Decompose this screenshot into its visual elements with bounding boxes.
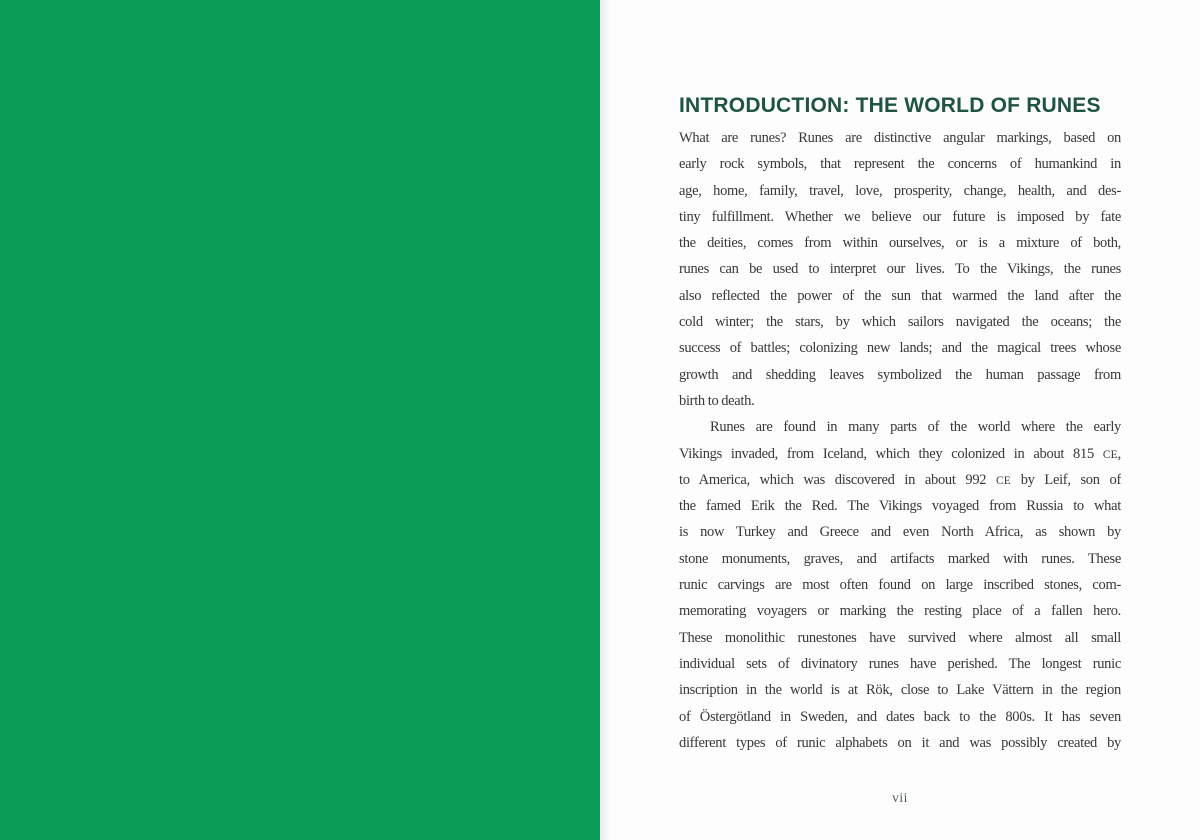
right-page	[600, 0, 1200, 840]
text-line: Vikings invaded, from Iceland, which they colonized in about 815 CE,	[679, 445, 1121, 462]
text-line: early rock symbols, that represent the concerns of humankind in	[679, 156, 1121, 173]
page-number: vii	[892, 790, 908, 805]
text-line: also reflected the power of the sun that warmed the land after the	[679, 287, 1121, 304]
text-line: success of battles; colonizing new lands; and the magical trees whose	[679, 340, 1121, 357]
text-line: runes can be used to interpret our lives. To the Vikings, the runes	[679, 261, 1121, 278]
text-line: inscription in the world is at Rök, close to Lake Vättern in the region	[679, 682, 1121, 699]
text-line: birth to death.	[679, 392, 755, 409]
body-text	[679, 125, 1121, 756]
text-line: These monolithic runestones have survived where almost all small	[679, 629, 1121, 646]
text-line: to America, which was discovered in about 992 CE by Leif, son of	[679, 471, 1121, 488]
page-gutter-shadow	[600, 0, 610, 840]
smallcaps-era-label: CE	[1102, 448, 1118, 461]
text-line: memorating voyagers or marking the resting place of a fallen hero.	[679, 603, 1121, 620]
text-line: the deities, comes from within ourselves, or is a mixture of both,	[679, 235, 1121, 252]
text-line: is now Turkey and Greece and even North Africa, as shown by	[679, 524, 1121, 541]
smallcaps-era-label: CE	[996, 474, 1011, 487]
chapter-title: INTRODUCTION: THE WORLD OF RUNES	[679, 94, 1101, 117]
text-line: Runes are found in many parts of the world where the early	[710, 419, 1121, 436]
text-line: different types of runic alphabets on it and was possibly created by	[679, 734, 1121, 751]
text-line: growth and shedding leaves symbolized the human passage from	[679, 366, 1121, 383]
text-line: runic carvings are most often found on large inscribed stones, com-	[679, 577, 1121, 594]
page-content	[679, 93, 1121, 756]
text-line: tiny fulfillment. Whether we believe our future is imposed by fate	[679, 208, 1121, 225]
text-line: age, home, family, travel, love, prosperity, change, health, and des-	[679, 182, 1121, 199]
text-line: individual sets of divinatory runes have perished. The longest runic	[679, 655, 1121, 672]
text-line: the famed Erik the Red. The Vikings voyaged from Russia to what	[679, 498, 1121, 515]
text-line: cold winter; the stars, by which sailors navigated the oceans; the	[679, 314, 1121, 331]
text-line: stone monuments, graves, and artifacts marked with runes. These	[679, 550, 1121, 567]
text-line: What are runes? Runes are distinctive angular markings, based on	[679, 130, 1121, 146]
text-line: of Östergötland in Sweden, and dates back to the 800s. It has seven	[679, 708, 1121, 725]
